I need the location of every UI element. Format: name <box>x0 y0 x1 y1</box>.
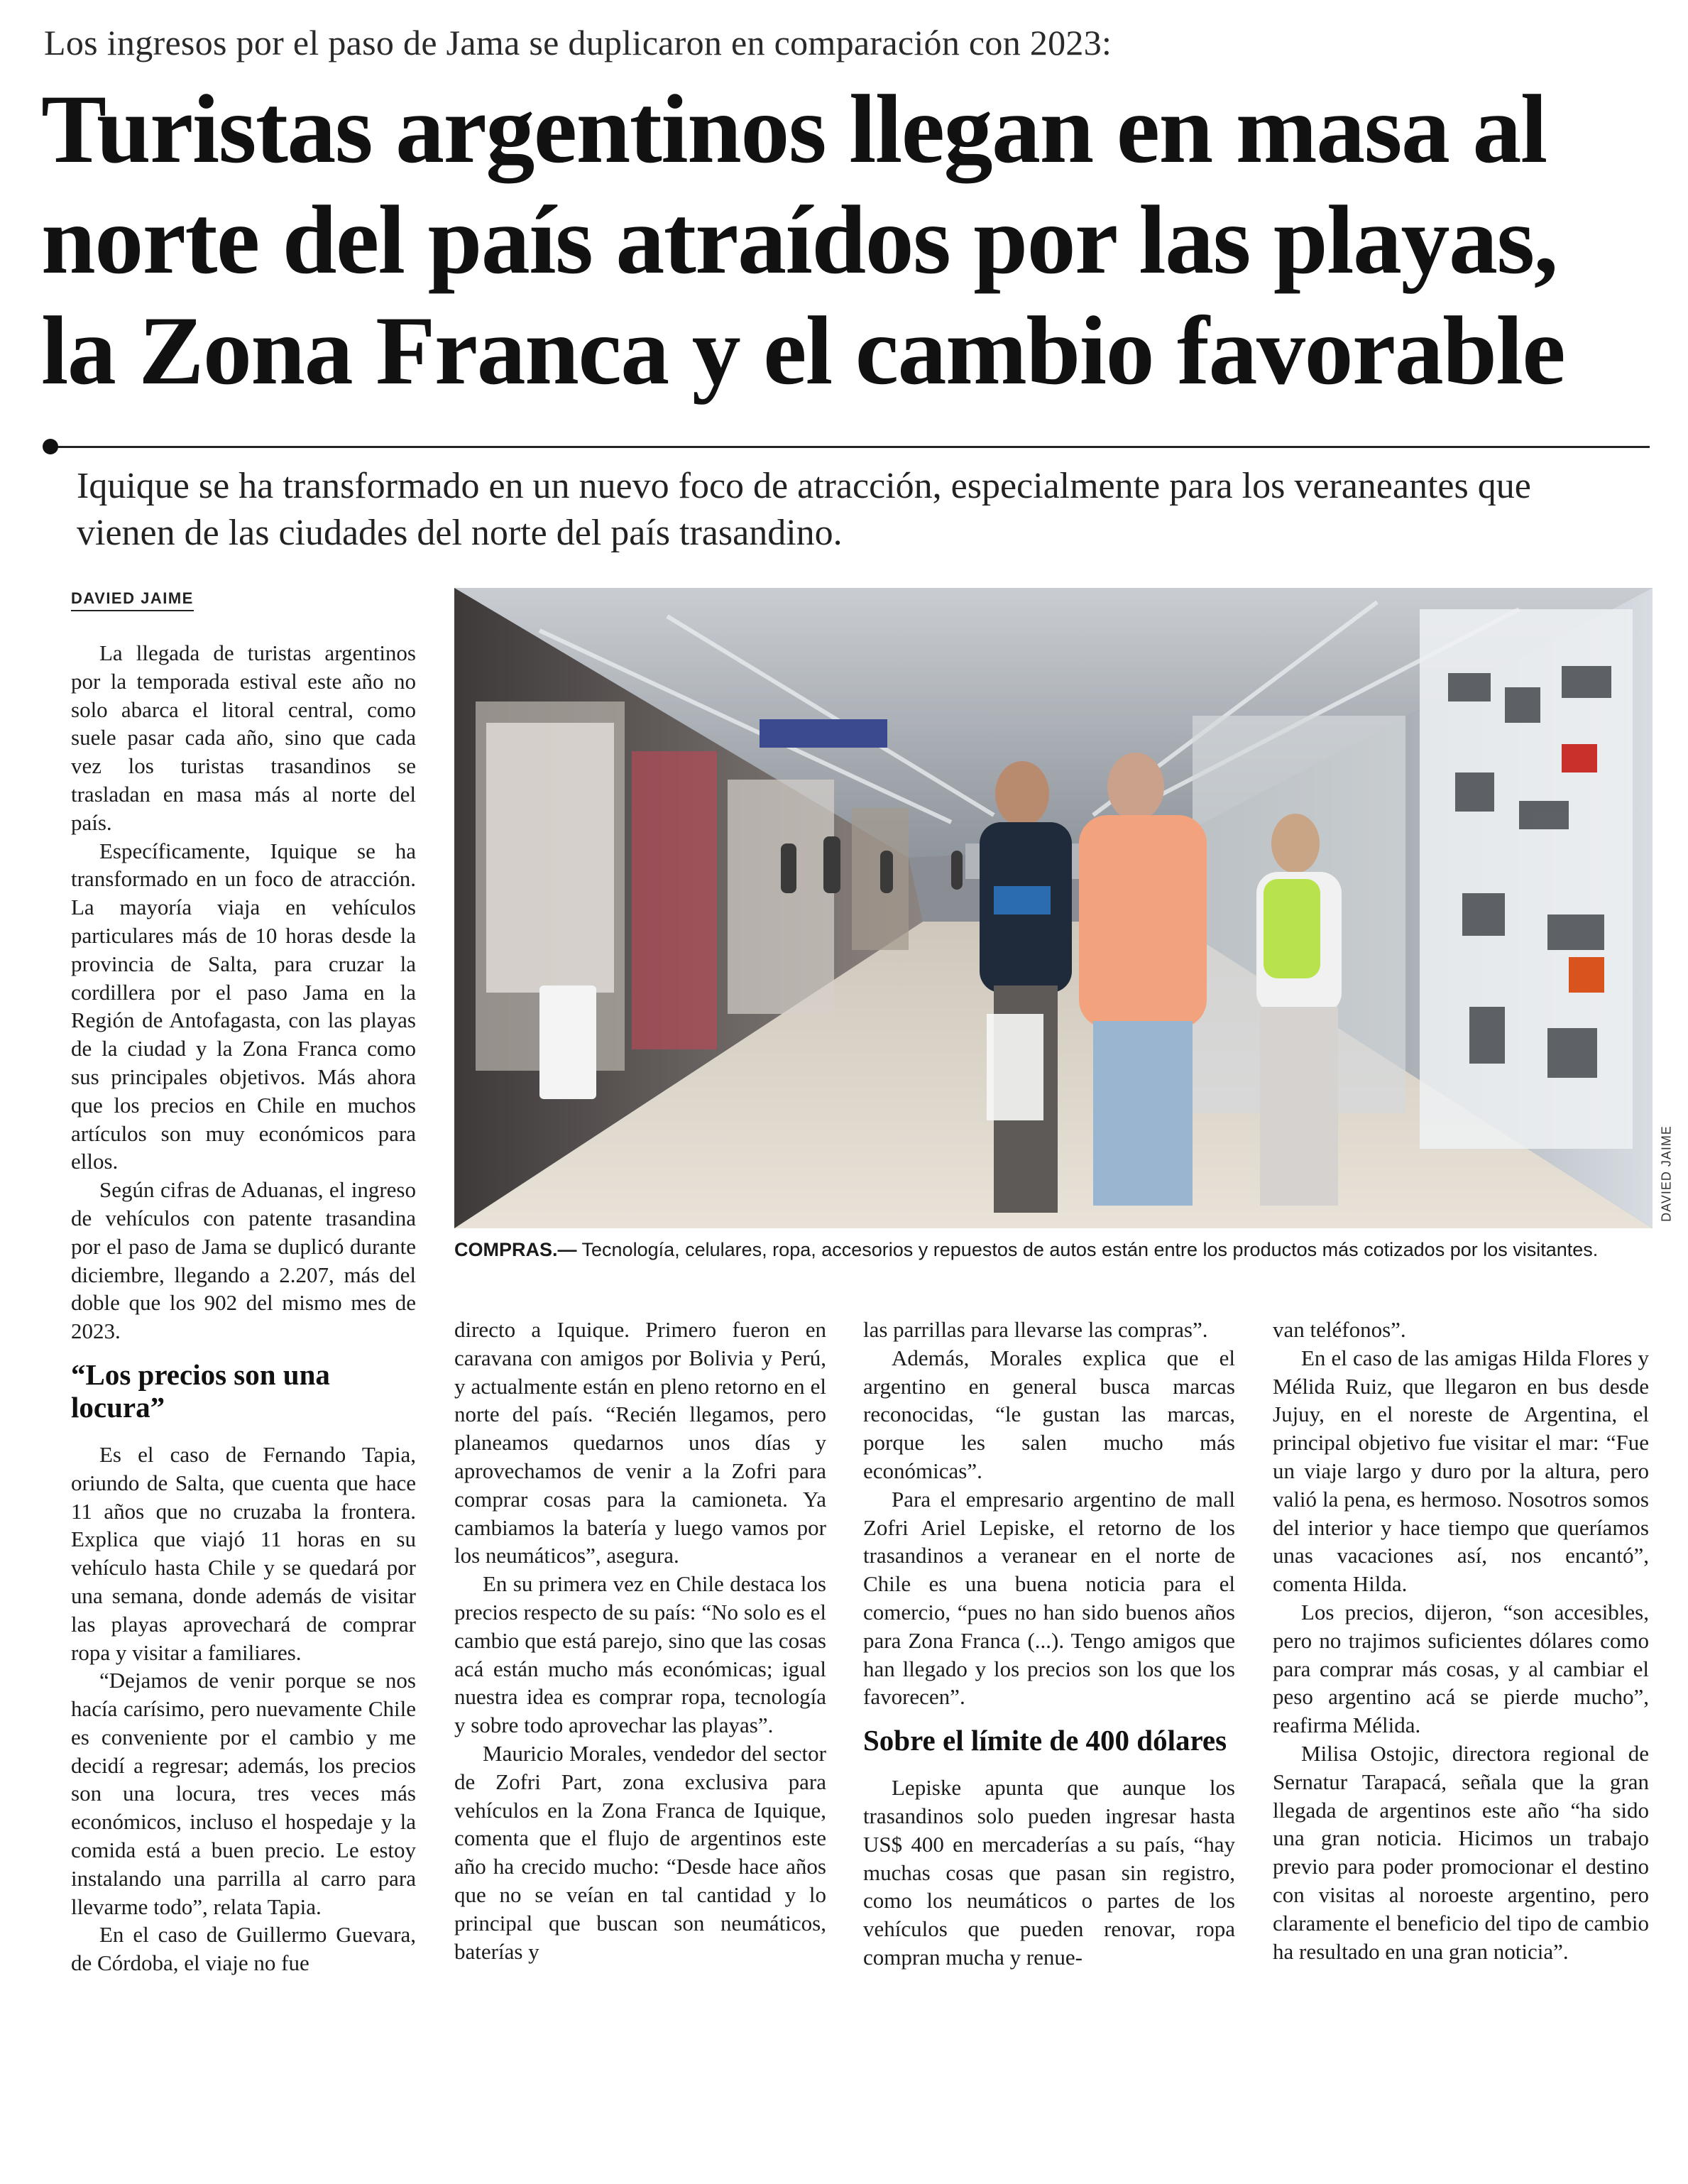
kicker: Los ingresos por el paso de Jama se duplicaron en comparación con 2023: <box>44 23 1112 62</box>
body-column-4 <box>1273 1316 1649 1965</box>
divider-rule <box>44 446 1650 448</box>
paragraph: “Dejamos de venir porque se nos hacía carísimo, pero nuevamente Chile es conveniente por el cambio y me decidí a regresar; además, los precios son una locura, tres veces más económicos, incluso el hospedaje y la comida está a buen precio. Le estoy instalando una parrilla al carro para llevarme todo”, relata Tapia. <box>71 1668 416 1919</box>
headline-line-2: norte del país atraídos por las playas, <box>41 185 1557 294</box>
byline: DAVIED JAIME <box>71 589 194 611</box>
deck: Iquique se ha transformado en un nuevo foco de atracción, especialmente para los veraneantes que vienen de las ciudades del norte del país trasandino. <box>77 466 1531 553</box>
caption-label: COMPRAS.— <box>454 1239 577 1260</box>
headline-line-3: la Zona Franca y el cambio favorable <box>41 296 1565 405</box>
paragraph: En su primera vez en Chile destaca los precios respecto de su país: “No solo es el cambio que está parejo, sino que las cosas acá están mucho más económicas; igual nuestra idea es comprar ropa, tecnología y sobre todo aprovechar las playas”. <box>454 1571 826 1738</box>
subheading-limite: Sobre el límite de 400 dólares <box>863 1724 1227 1757</box>
body-column-3 <box>863 1316 1235 1972</box>
paragraph: Es el caso de Fernando Tapia, oriundo de Salta, que cuenta que hace 11 años que no cruzaba la frontera. Explica que viajó 11 horas en su vehículo hasta Chile y se quedará por una semana, donde además de visitar las playas aprovechará de comprar ropa y visitar a familiares. <box>71 1441 416 1665</box>
subheading-precios: “Los precios son una locura” <box>71 1358 330 1424</box>
paragraph: En el caso de Guillermo Guevara, de Córdoba, el viaje no fue <box>71 1922 416 1976</box>
mall-corridor-photo <box>454 588 1653 1228</box>
paragraph: las parrillas para llevarse las compras”. <box>863 1317 1208 1342</box>
body-column-1 <box>71 639 416 1977</box>
paragraph: La llegada de turistas argentinos por la temporada estival este año no solo abarca el litoral central, como suele pasar cada año, sino que cada vez los turistas trasandinos se trasladan en masa más al norte del país. <box>71 640 416 835</box>
article-photo <box>454 588 1653 1228</box>
paragraph: Según cifras de Aduanas, el ingreso de vehículos con patente trasandina por el paso de Jama se duplicó durante diciembre, llegando a 2.207, más del doble que los 902 del mismo mes de 2023. <box>71 1177 416 1344</box>
paragraph: Específicamente, Iquique se ha transformado en un foco de atracción. La mayoría viaja en vehículos particulares más de 10 horas desde la provincia de Salta, para cruzar la cordillera por el paso Jama en la Región de Antofagasta, con las playas de la ciudad y la Zona Franca como sus principales objetivos. Más ahora que los precios en Chile en muchos artículos son muy económicos para ellos. <box>71 838 416 1174</box>
paragraph: Además, Morales explica que el argentino en general busca marcas reconocidas, “le gustan las marcas, porque les salen mucho más económicas”. <box>863 1345 1235 1483</box>
paragraph: Para el empresario argentino de mall Zofri Ariel Lepiske, el retorno de los trasandinos a veranear en el norte de Chile es una buena noticia para el comercio, “pues no han sido buenos años para Zona Franca (...). Tengo amigos que han llegado y los precios son los que los favorecen”. <box>863 1486 1235 1710</box>
paragraph: Milisa Ostojic, directora regional de Sernatur Tarapacá, señala que la gran llegada de argentinos este año “ha sido una gran noticia. Hicimos un trabajo previo para poder promocionar el destino con visitas al noroeste argentino, pero claramente el beneficio del tipo de cambio ha resultado en una gran noticia”. <box>1273 1740 1649 1964</box>
body-column-2 <box>454 1316 826 1965</box>
paragraph: Mauricio Morales, vendedor del sector de Zofri Part, zona exclusiva para vehículos en la Zona Franca de Iquique, comenta que el flujo de argentinos este año ha crecido mucho: “Desde hace años que no se veían en tal cantidad y lo principal que buscan son neumáticos, baterías y <box>454 1740 826 1964</box>
paragraph: Lepiske apunta que aunque los trasandinos solo pueden ingresar hasta US$ 400 en mercaderías a su país, “hay muchas cosas que pasan sin registro, como los neumáticos o partes de los vehículos que pueden renovar, ropa compran mucha y renue- <box>863 1775 1235 1970</box>
headline-line-1: Turistas argentinos llegan en masa al <box>41 75 1547 183</box>
paragraph: van teléfonos”. <box>1273 1317 1406 1342</box>
headline <box>41 74 1660 406</box>
paragraph: En el caso de las amigas Hilda Flores y Mélida Ruiz, que llegaron en bus desde Jujuy, en el noreste de Argentina, el principal objetivo fue visitar el mar: “Fue un viaje largo y duro por la altura, pero valió la pena, es hermoso. Nosotros somos del interior y hace tiempo que queríamos unas vacaciones así, nos encantó”, comenta Hilda. <box>1273 1345 1649 1597</box>
caption-text: Tecnología, celulares, ropa, accesorios y repuestos de autos están entre los productos más cotizados por los visitantes. <box>576 1239 1599 1260</box>
photo-caption <box>454 1237 1653 1262</box>
photo-credit: DAVIED JAIME <box>1659 1125 1674 1222</box>
paragraph: directo a Iquique. Primero fueron en caravana con amigos por Bolivia y Perú, y actualmente están en pleno retorno en el norte del país. “Recién llegamos, pero planeamos quedarnos unos días y aprovechamos de venir a la Zofri para comprar cosas para la camioneta. Ya cambiamos la batería y luego vamos por los neumáticos”, asegura. <box>454 1317 826 1568</box>
divider-dot <box>43 439 58 454</box>
paragraph: Los precios, dijeron, “son accesibles, pero no trajimos suficientes dólares como para comprar más cosas, y al cambiar el peso argentino acá se pierde mucho”, reafirma Mélida. <box>1273 1599 1649 1738</box>
